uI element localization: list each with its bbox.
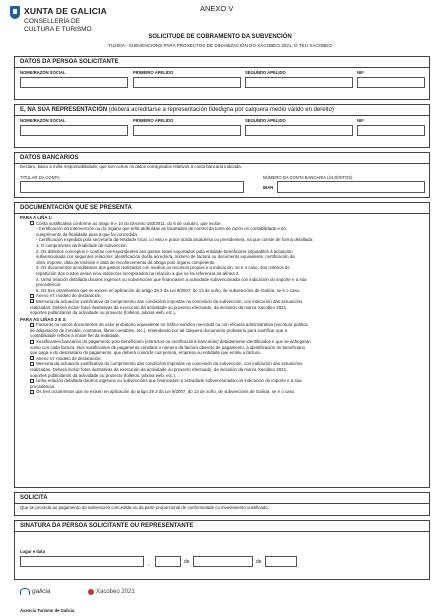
- document-line-text: Xustificantes bancarios do pagamento polo beneficiario (extractos ou certificacións bancarias) debidamente identificados e que se achegarán: [36, 339, 311, 345]
- day-field[interactable]: [155, 556, 181, 567]
- bank-section: [14, 152, 430, 198]
- document-line-text: Facturas ou outros documentos de valor probatorio equivalente no tráfico xurídico mercantil ou con eficacia administrativa (escritura pública: [36, 322, 308, 328]
- iban-field[interactable]: [277, 181, 425, 193]
- documentation-section: [14, 202, 430, 488]
- document-line-text: - Certificación expedida pola secretaría da entidade local, co visto e prace do/da alcalde/sa ou presidente/a, na que conste de forma detallada:: [36, 237, 314, 243]
- checkbox[interactable]: [30, 340, 34, 344]
- request-text: Que se proceda ao pagamento da subvención concedida ou da parte proporcional de conformidade co investimento xustificado.: [20, 505, 269, 510]
- document-line-text: Unha relación detallada doutros ingresos ou subvencións que financiasen a actividade subvencionada con indicación do importe e a súa: [36, 378, 302, 384]
- rep-nif-label: NIF: [357, 118, 364, 123]
- applicant-surname1-field[interactable]: [133, 77, 241, 88]
- checkbox[interactable]: [30, 356, 34, 360]
- document-line-text: 3. Os documentos acreditativos dos gastos realizados con medios ou recursos propios e a indicación, se é o caso, dos criterios de: [36, 265, 290, 271]
- document-line-text: realizadas. Deberá incluír fotos ilustrativas da execución da actividade ou proxecto efectuado, da inclusión da marca Xacobeo 2021,: [30, 367, 288, 373]
- applicant-nif-label: NIF: [357, 70, 364, 75]
- document-line-text: realizadas. Deberá incluír fotos ilustrativas da execución da actividade ou proxecto efectuado, da inclusión da marca Xacobeo 2021,: [30, 304, 288, 310]
- rep-name-field[interactable]: [20, 125, 128, 136]
- request-section: [14, 492, 430, 516]
- applicant-name-field[interactable]: [20, 77, 128, 88]
- rep-surname1-label: PRIMEIRO APELIDO: [133, 118, 174, 123]
- checkbox[interactable]: [30, 299, 34, 303]
- representative-section: [14, 104, 430, 148]
- place-field[interactable]: [20, 556, 144, 567]
- annex-label: ANEXO V: [200, 4, 234, 13]
- documentation-list: [20, 214, 426, 395]
- bank-declaration: Declaro, baixo a miña responsabilidade, que son certos os datos consignados relativos á conta bancaria indicada.: [20, 164, 242, 169]
- place-date-label: Lugar e data: [20, 549, 45, 554]
- form-subtitle: TU200A - SUBVENCIÓNS PARA PROXECTOS DE DINAMIZACIÓN DO XACOBEO 2021, O TEU XACOBEO: [108, 43, 332, 48]
- checkbox[interactable]: [30, 379, 34, 383]
- checkbox[interactable]: [30, 323, 34, 327]
- document-line-text: PARA AS LIÑAS 2 E 3:: [20, 316, 67, 322]
- document-line-text: cumprimento da finalidade para a que foi concedida.: [36, 231, 139, 237]
- document-line-text: Anexo VI: modelo de declaración.: [36, 355, 102, 361]
- document-line-text: que paga e do destinatario do pagamento, que deberá coincidir coa persoa, empresa ou entidade que emitiu a factura.: [30, 350, 261, 356]
- bank-heading: DATOS BANCARIOS: [15, 153, 429, 164]
- checkbox[interactable]: [30, 221, 34, 225]
- applicant-surname2-field[interactable]: [245, 77, 353, 88]
- xacobeo-logo: Xacobeo 2021: [96, 589, 135, 595]
- representative-heading: [15, 105, 429, 116]
- document-line-text: Conta xustificativa conforme ao artigo 8 e 10 do Decreto 193/2011, do 6 de outubro, que inclúe:: [36, 220, 222, 226]
- document-line-text: soportes publicitarios da actividade ou proxecto (folletos, páxina web, etc.).: [30, 372, 176, 378]
- applicant-nif-field[interactable]: [357, 77, 425, 88]
- applicant-heading: DATOS DA PERSOA SOLICITANTE: [15, 57, 429, 68]
- checkbox[interactable]: [30, 362, 34, 366]
- form-title: SOLICITUDE DE COBRAMENTO DA SUBVENCIÓN: [148, 34, 292, 40]
- rep-surname2-label: SEGUNDO APELIDO: [245, 118, 286, 123]
- document-line-text: contabilidade reflicte a imaxe fiel da realidade.: [30, 333, 121, 339]
- comma-separator: ,: [148, 561, 150, 567]
- de-label-2: de: [256, 559, 262, 565]
- document-line-text: Anexo VI: modelo de declaración.: [36, 293, 102, 299]
- galicia-logo: galicia: [32, 588, 51, 595]
- month-field[interactable]: [193, 556, 253, 567]
- agency-label: Axencia Turismo de Galicia: [20, 608, 75, 613]
- documentation-heading: DOCUMENTACIÓN QUE SE PRESENTA: [15, 203, 429, 214]
- document-line-text: repartición dos custos xerais e/ou indirectos incorporados na relación a que se fai referencia na alínea 2.: [36, 270, 240, 276]
- request-heading: SOLICITA: [15, 493, 429, 504]
- de-label-1: de: [184, 559, 190, 565]
- document-line-text: - Certificación da Intervención ou do órgano que teña atribuídas as facultades de control da toma de razón en contabilidade e do: [36, 226, 286, 232]
- iban-label: IBAN: [263, 185, 274, 190]
- account-holder-field[interactable]: [20, 181, 244, 193]
- rep-surname1-field[interactable]: [133, 125, 241, 136]
- checkbox[interactable]: [30, 294, 34, 298]
- document-line-text: 4. Unha relación detallada doutros ingresos ou subvencións que financiasen a actividade subvencionada con indicación do importe e a súa: [36, 276, 307, 282]
- dept-line-2: CULTURA E TURISMO: [24, 26, 92, 33]
- document-checkbox-item[interactable]: [20, 389, 426, 395]
- rep-name-label: NOME/RAZÓN SOCIAL: [20, 118, 66, 123]
- year-field[interactable]: [265, 556, 297, 567]
- document-line-text: PARA A LIÑA 1:: [20, 215, 53, 220]
- document-line-text: 1. O cumprimento da finalidade da subvención.: [36, 242, 128, 248]
- document-line-text: 5. Os tres orzamentos que se exixen en aplicación do artigo 29.3 da Lei 9/2007, do 13 de xuño, de subvencións de Galicia, se é o caso.: [36, 287, 301, 293]
- document-line-text: Os tres orzamentos que se exixen en aplicación do artigo 29.3 da Lei 9/2007, do 13 de xuño, de subvencións de Galicia, se é o caso.: [36, 389, 296, 395]
- applicant-surname1-label: PRIMEIRO APELIDO: [133, 70, 174, 75]
- org-name: XUNTA DE GALICIA: [24, 6, 108, 16]
- applicant-name-label: NOME/RAZÓN SOCIAL: [20, 70, 66, 75]
- document-line-text: soportes publicitarios da actividade ou proxecto (folletos, páxina web, etc.).: [30, 310, 176, 316]
- document-line-text: obra, importe, data de emisión e data de recoñecemento da obriga polo órgano competente.: [36, 259, 216, 265]
- xacobeo-logo-icon: [88, 589, 94, 595]
- document-line-text: procedencia.: [36, 282, 62, 288]
- checkbox[interactable]: [30, 390, 34, 394]
- document-line: [20, 310, 426, 316]
- applicant-section: [14, 56, 430, 100]
- document-line-text: subvencionada cos seguintes relacións: identificación do/da acredor/a, número de factura ou documento equivalente, certificación da: [36, 254, 295, 260]
- account-holder-label: TITULAR DA CONTA: [20, 175, 60, 180]
- applicant-surname2-label: SEGUNDO APELIDO: [245, 70, 286, 75]
- signature-heading: SINATURA DA PERSOA SOLICITANTE OU REPRESENTANTE: [15, 521, 429, 532]
- document-line-text: procedencia.: [30, 383, 56, 389]
- account-number-label: NÚMERO DA CONTA BANCARIA (24 DÍXITOS): [263, 175, 353, 180]
- dept-line-1: CONSELLERÍA DE: [24, 18, 80, 25]
- shield-icon: [10, 6, 20, 19]
- document-line-text: Memoria da actuación xustificativa do cumprimento das condicións impostas na concesión da subvención, con indicación das actuacións: [36, 361, 303, 367]
- rep-surname2-field[interactable]: [245, 125, 353, 136]
- document-line-text: xunto con cada factura. Nos xustificantes de pagamento constará o número da factura obxecto de pagamento, a identificación do beneficiario: [30, 344, 306, 350]
- representative-heading-note: (deberá acreditarse a representación fidedigna por calquera medio válido en dereito): [108, 107, 334, 113]
- signature-section: [14, 520, 430, 580]
- document-line-text: de adquisición de inmoble, contratos, libros contables, etc.), entendendo por tal calquera documento probatorio para xustificar que a: [30, 327, 288, 333]
- document-line-text: 2. Os distintos conceptos e contías correspondentes aos gastos totais soportados pola entidade beneficiaria imputables á actuación: [36, 248, 293, 254]
- galicia-logo-icon: [20, 588, 30, 595]
- document-line-text: Memoria da actuación xustificativa do cumprimento das condicións impostas na concesión da subvención, con indicación das actuacións: [36, 298, 303, 304]
- rep-nif-field[interactable]: [357, 125, 425, 136]
- representative-heading-text: E, NA SÚA REPRESENTACIÓN: [20, 107, 108, 113]
